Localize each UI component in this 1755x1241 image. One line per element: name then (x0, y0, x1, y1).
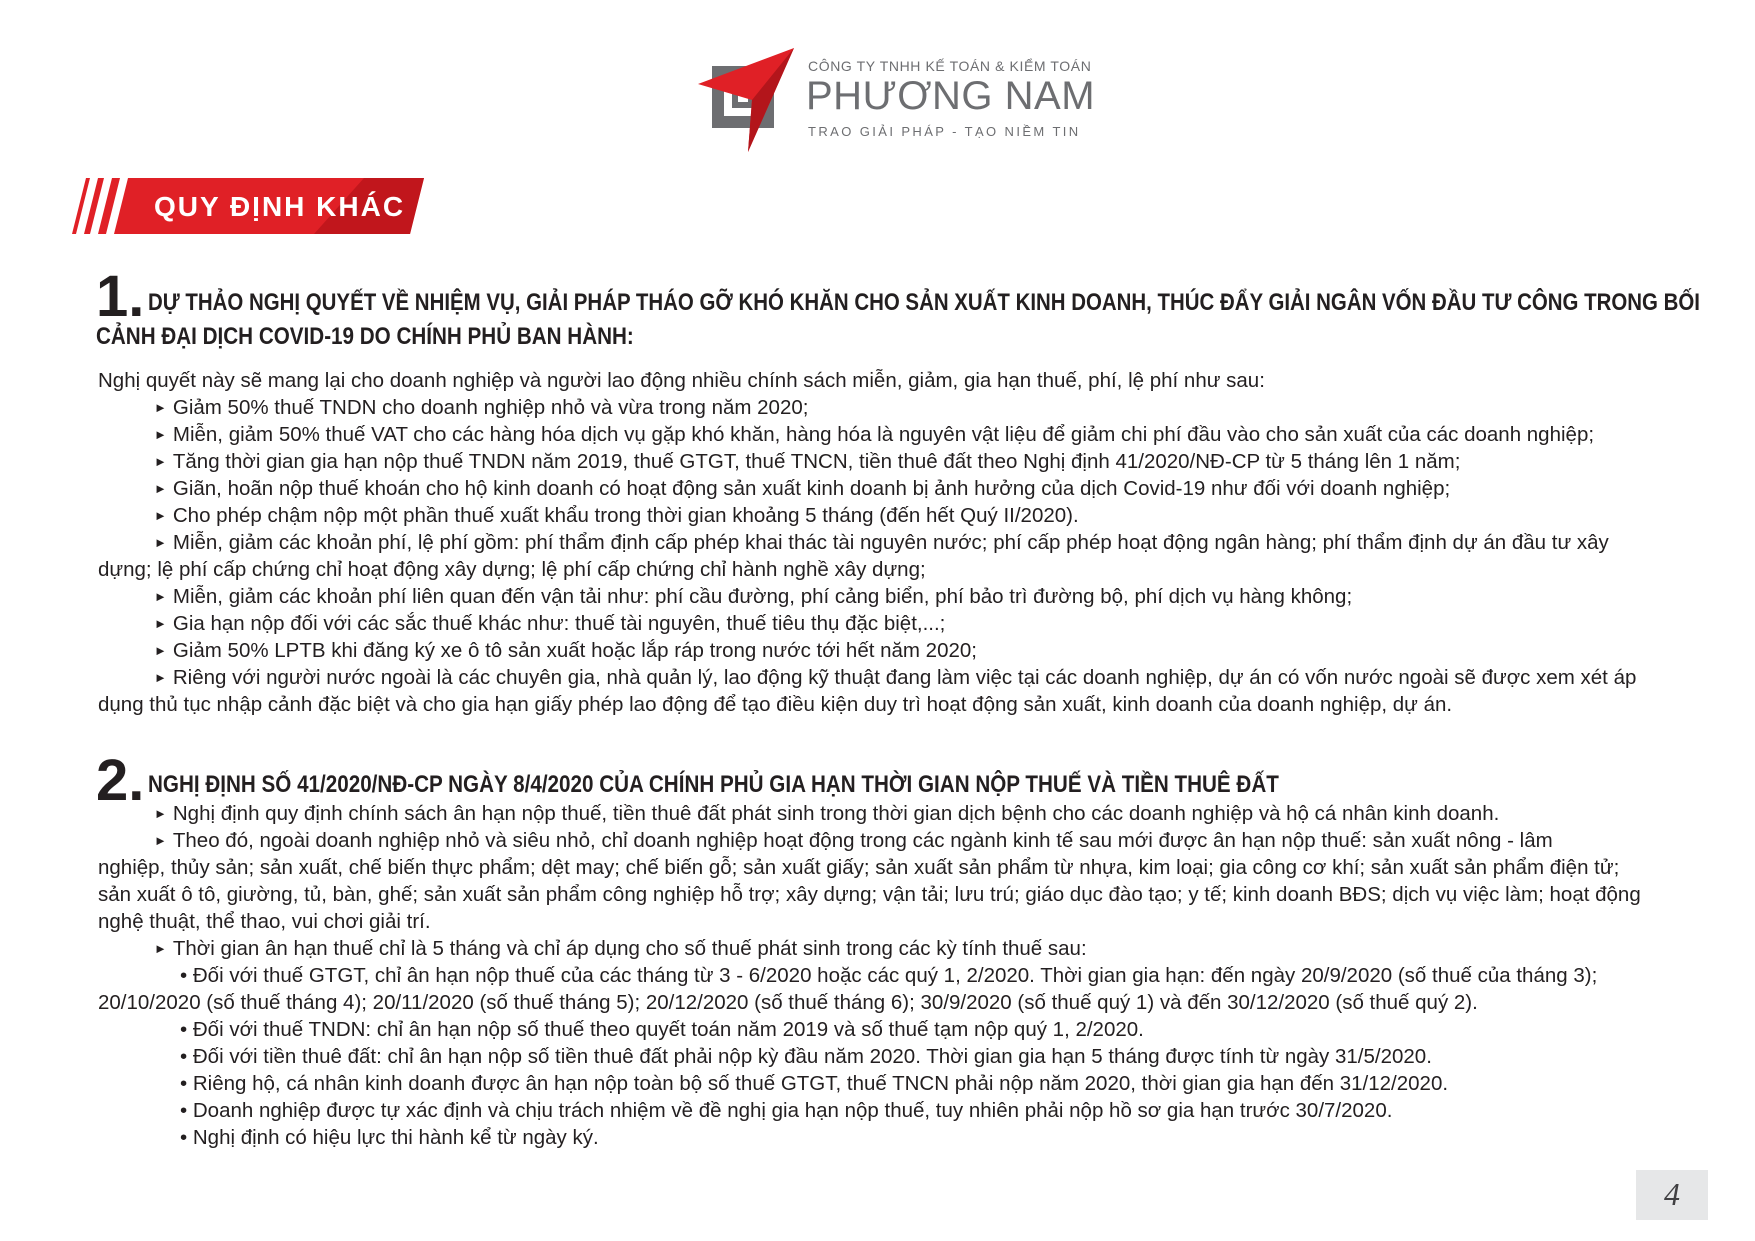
list-item: ► Giảm 50% LPTB khi đăng ký xe ô tô sản xuất hoặc lắp ráp trong nước tới hết năm 2020; (154, 639, 977, 662)
logo-company-name: CÔNG TY TNHH KẾ TOÁN & KIỂM TOÁN (808, 58, 1092, 74)
sub-list-item: • Đối với thuế GTGT, chỉ ân hạn nộp thuế của các tháng từ 3 - 6/2020 hoặc các quý 1, 2/2020. Thời gian gia hạn: đến ngày 20/9/2020 (số thuế của tháng 3); (180, 964, 1598, 987)
heading-number: 2. (96, 748, 145, 813)
list-item-continuation: dụng thủ tục nhập cảnh đặc biệt và cho gia hạn giấy phép lao động để tạo điều kiện duy trì hoạt động sản xuất, kinh doanh của doanh nghiệp, dự án. (98, 693, 1453, 716)
list-item-continuation: 20/10/2020 (số thuế tháng 4); 20/11/2020 (số thuế tháng 5); 20/12/2020 (số thuế tháng 6); 30/9/2020 (số thuế quý 1) và đến 30/12/2020 (số thuế quý 2). (98, 991, 1478, 1014)
heading-title-line: NGHỊ ĐỊNH SỐ 41/2020/NĐ-CP NGÀY 8/4/2020 CỦA CHÍNH PHỦ GIA HẠN THỜI GIAN NỘP THUẾ VÀ TIỀN THUÊ ĐẤT (148, 771, 1279, 798)
heading-number: 1. (96, 264, 145, 329)
heading-item-1 (96, 264, 1700, 358)
list-item-continuation: nghiệp, thủy sản; sản xuất, chế biến thực phẩm; dệt may; chế biến gỗ; sản xuất giấy; sản xuất sản phẩm từ nhựa, kim loại; gia công cơ khí; sản xuất sản phẩm điện tử; (98, 856, 1620, 879)
sub-list-item: • Đối với tiền thuê đất: chỉ ân hạn nộp số tiền thuê đất phải nộp kỳ đầu năm 2020. Thời gian gia hạn 5 tháng được tính từ ngày 31/5/2020. (180, 1045, 1432, 1068)
list-item: ► Cho phép chậm nộp một phần thuế xuất khẩu trong thời gian khoảng 5 tháng (đến hết Quý II/2020). (154, 504, 1079, 527)
sub-list-item: • Nghị định có hiệu lực thi hành kể từ ngày ký. (180, 1126, 599, 1149)
list-item: ► Gia hạn nộp đối với các sắc thuế khác như: thuế tài nguyên, thuế tiêu thụ đặc biệt,...; (154, 612, 946, 635)
intro-paragraph: Nghị quyết này sẽ mang lại cho doanh nghiệp và người lao động nhiều chính sách miễn, giảm, gia hạn thuế, phí, lệ phí như sau: (98, 369, 1265, 392)
list-item-continuation: sản xuất ô tô, giường, tủ, bàn, ghế; sản xuất sản phẩm công nghiệp hỗ trợ; xây dựng; vận tải; lưu trú; giáo dục đào tạo; y tế; kinh doanh BĐS; dịch vụ việc làm; hoạt động (98, 883, 1641, 906)
company-logo (698, 48, 1096, 154)
list-item: ► Miễn, giảm các khoản phí liên quan đến vận tải như: phí cầu đường, phí cảng biển, phí bảo trì đường bộ, phí dịch vụ hàng không; (154, 585, 1353, 608)
page-number-box (1636, 1170, 1708, 1220)
list-item: ► Miễn, giảm các khoản phí, lệ phí gồm: phí thẩm định cấp phép khai thác tài nguyên nước; phí cấp phép hoạt động ngân hàng; phí thẩm định dự án đầu tư xây (154, 531, 1609, 554)
heading-title-line: CẢNH ĐẠI DỊCH COVID-19 DO CHÍNH PHỦ BAN HÀNH: (96, 323, 634, 350)
list-item: ► Giảm 50% thuế TNDN cho doanh nghiệp nhỏ và vừa trong năm 2020; (154, 396, 809, 419)
list-item-continuation: dựng; lệ phí cấp chứng chỉ hoạt động xây dựng; lệ phí cấp chứng chỉ hành nghề xây dựng; (98, 558, 926, 581)
list-item: ► Miễn, giảm 50% thuế VAT cho các hàng hóa dịch vụ gặp khó khăn, hàng hóa là nguyên vật liệu để giảm chi phí đầu vào cho sản xuất của các doanh nghiệp; (154, 423, 1595, 446)
sub-list-item: • Đối với thuế TNDN: chỉ ân hạn nộp số thuế theo quyết toán năm 2019 và số thuế tạm nộp quý 1, 2/2020. (180, 1018, 1144, 1041)
section-banner (64, 178, 424, 234)
logo-slogan: TRAO GIẢI PHÁP - TẠO NIỀM TIN (808, 124, 1081, 139)
logo-mark-icon (698, 48, 798, 154)
list-item: ► Giãn, hoãn nộp thuế khoán cho hộ kinh doanh có hoạt động sản xuất kinh doanh bị ảnh hưởng của dịch Covid-19 như đối với doanh nghiệp; (154, 477, 1451, 500)
sub-list-item: • Doanh nghiệp được tự xác định và chịu trách nhiệm về đề nghị gia hạn nộp thuế, tuy nhiên phải nộp hồ sơ gia hạn trước 30/7/2020. (180, 1099, 1393, 1122)
sub-list-item: • Riêng hộ, cá nhân kinh doanh được ân hạn nộp toàn bộ số thuế GTGT, thuế TNCN phải nộp năm 2020, thời gian gia hạn đến 31/12/2020. (180, 1072, 1449, 1095)
list-item: ► Riêng với người nước ngoài là các chuyên gia, nhà quản lý, lao động kỹ thuật đang làm việc tại các doanh nghiệp, dự án có vốn nước ngoài sẽ được xem xét áp (154, 666, 1637, 689)
list-item: ► Thời gian ân hạn thuế chỉ là 5 tháng và chỉ áp dụng cho số thuế phát sinh trong các kỳ tính thuế sau: (154, 937, 1087, 960)
heading-title-line: DỰ THẢO NGHỊ QUYẾT VỀ NHIỆM VỤ, GIẢI PHÁP THÁO GỠ KHÓ KHĂN CHO SẢN XUẤT KINH DOANH, THÚC ĐẨY GIẢI NGÂN VỐN ĐẦU TƯ CÔNG TRONG BỐI (148, 289, 1700, 316)
list-item: ► Nghị định quy định chính sách ân hạn nộp thuế, tiền thuê đất phát sinh trong thời gian dịch bệnh cho các doanh nghiệp và hộ cá nhân kinh doanh. (154, 802, 1500, 825)
list-item: ► Theo đó, ngoài doanh nghiệp nhỏ và siêu nhỏ, chỉ doanh nghiệp hoạt động trong các ngành kinh tế sau mới được ân hạn nộp thuế: sản xuất nông - lâm (154, 829, 1553, 852)
page-number: 4 (1664, 1176, 1680, 1212)
section-title: QUY ĐỊNH KHÁC (154, 191, 406, 222)
list-item: ► Tăng thời gian gia hạn nộp thuế TNDN năm 2019, thuế GTGT, thuế TNCN, tiền thuê đất theo Nghị định 41/2020/NĐ-CP từ 5 tháng lên 1 năm; (154, 450, 1461, 473)
list-item-continuation: nghệ thuật, thể thao, vui chơi giải trí. (98, 910, 431, 933)
logo-brand-name: PHƯƠNG NAM (806, 74, 1096, 118)
